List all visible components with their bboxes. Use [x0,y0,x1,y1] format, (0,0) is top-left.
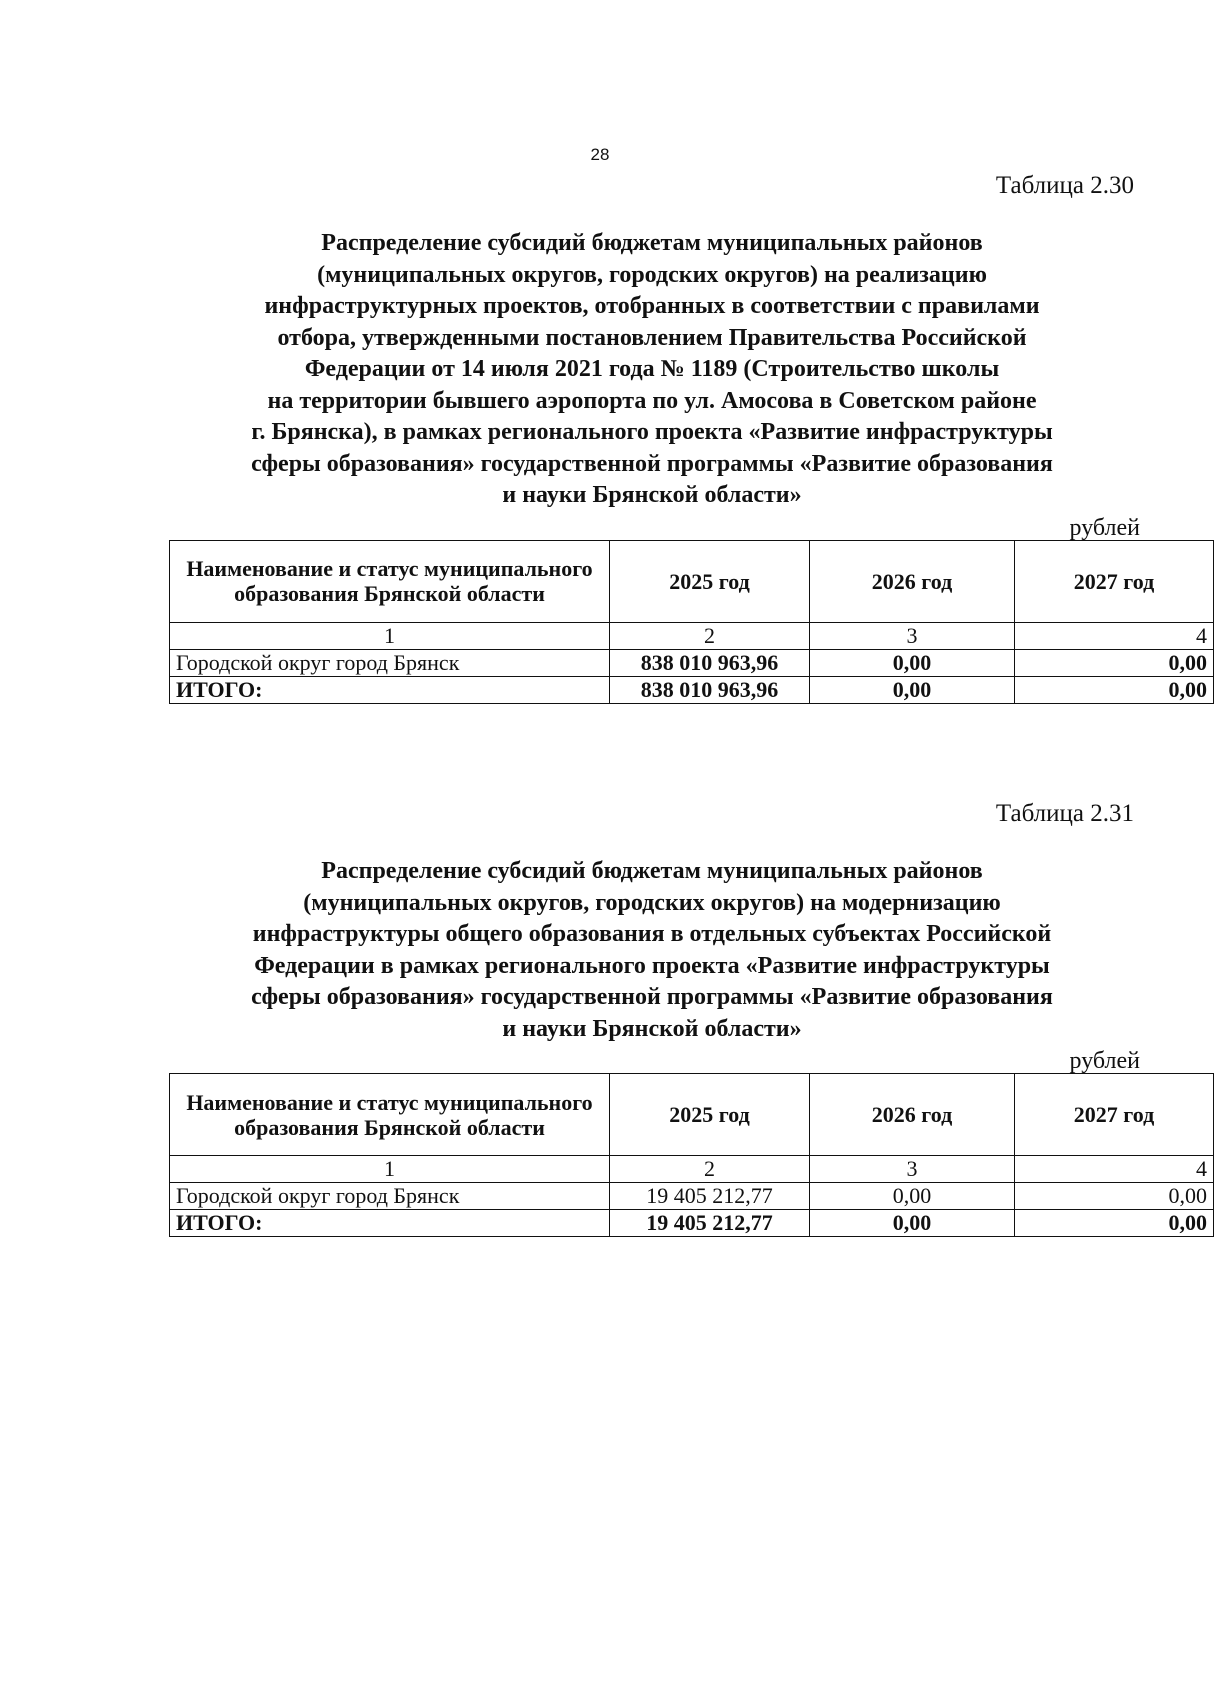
total-2025: 19 405 212,77 [610,1210,810,1237]
title-line: Федерации от 14 июля 2021 года № 1189 (Строительство школы [304,356,1000,382]
col-number: 3 [810,1156,1015,1183]
col-number: 2 [610,622,810,649]
title-line: (муниципальных округов, городских округов) на реализацию [317,261,987,288]
title-line: на территории бывшего аэропорта по ул. Амосова в Советском районе [267,387,1037,414]
value-2027: 0,00 [1015,649,1214,676]
title-line: инфраструктуры общего образования в отдельных субъектах Российской [252,921,1052,947]
total-label: ИТОГО: [170,676,610,703]
table-row [170,1183,1214,1210]
col-number: 4 [1015,622,1214,649]
title-line: сферы образования» государственной программы «Развитие образования [251,984,1053,1010]
table-block-2-30 [170,172,1207,704]
table-label: Таблица 2.31 [995,800,1134,827]
value-2025: 19 405 212,77 [610,1183,810,1210]
table-label: Таблица 2.30 [995,172,1134,199]
header-2027: 2027 год [1015,540,1214,622]
table-block-2-31 [170,800,1207,1237]
total-2027: 0,00 [1015,676,1214,703]
table-title [160,228,1144,512]
table-row [170,649,1214,676]
total-row [170,1210,1214,1237]
municipality-name: Городской округ город Брянск [170,649,610,676]
title-line: сферы образования» государственной программы «Развитие образования [251,450,1053,477]
column-number-row [170,1156,1214,1183]
table-title [160,856,1144,1045]
unit-label: рублей [1069,1048,1140,1074]
col-number: 4 [1015,1156,1214,1183]
title-line: Федерации в рамках регионального проекта «Развитие инфраструктуры [254,952,1050,979]
col-number: 3 [810,622,1015,649]
header-2025: 2025 год [610,1074,810,1156]
header-2027: 2027 год [1015,1074,1214,1156]
total-2026: 0,00 [810,676,1015,703]
title-line: и науки Брянской области» [502,1015,802,1042]
unit-label: рублей [1069,514,1140,541]
data-table [169,1073,1214,1237]
total-row [170,676,1214,703]
total-label: ИТОГО: [170,1210,610,1237]
title-line: отбора, утвержденными постановлением Правительства Российской [277,324,1027,351]
total-2026: 0,00 [810,1210,1015,1237]
header-row [170,540,1214,622]
column-number-row [170,622,1214,649]
title-line: инфраструктурных проектов, отобранных в соответствии с правилами [264,293,1040,319]
total-2025: 838 010 963,96 [610,676,810,703]
header-row [170,1074,1214,1156]
col-number: 2 [610,1156,810,1183]
header-2026: 2026 год [810,540,1015,622]
data-table [169,540,1214,704]
total-2027: 0,00 [1015,1210,1214,1237]
title-line: г. Брянска), в рамках регионального проекта «Развитие инфраструктуры [251,419,1053,445]
municipality-name: Городской округ город Брянск [170,1183,610,1210]
col-number: 1 [170,622,610,649]
header-municipality: Наименование и статус муниципального образования Брянской области [170,540,610,622]
value-2026: 0,00 [810,649,1015,676]
header-2025: 2025 год [610,540,810,622]
title-line: Распределение субсидий бюджетам муниципальных районов [321,230,983,256]
value-2027: 0,00 [1015,1183,1214,1210]
value-2025: 838 010 963,96 [610,649,810,676]
header-2026: 2026 год [810,1074,1015,1156]
value-2026: 0,00 [810,1183,1015,1210]
title-line: и науки Брянской области» [502,482,802,508]
header-municipality: Наименование и статус муниципального образования Брянской области [170,1074,610,1156]
page-number: 28 [590,145,610,164]
col-number: 1 [170,1156,610,1183]
title-line: (муниципальных округов, городских округов) на модернизацию [303,889,1001,916]
title-line: Распределение субсидий бюджетам муниципальных районов [321,858,983,884]
